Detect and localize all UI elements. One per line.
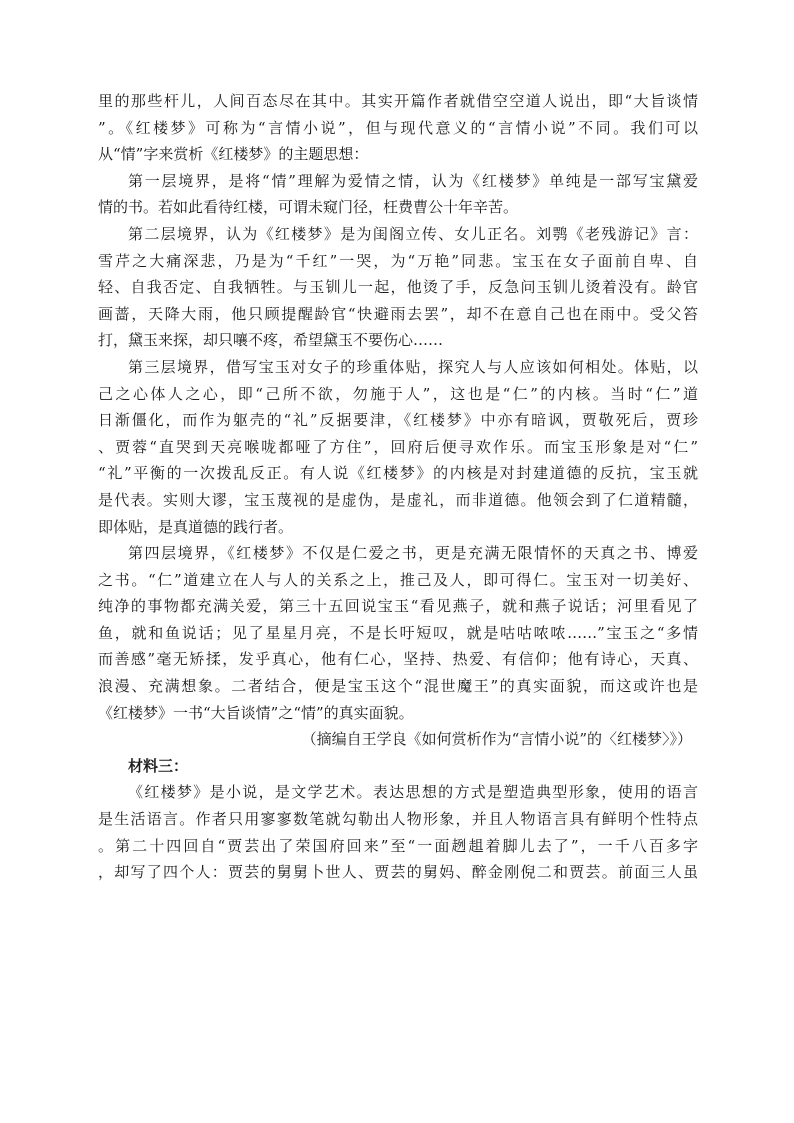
source-citation: （摘编自王学良《如何赏析作为“言情小说”的〈红楼梦〉》） [301,730,692,749]
text-line: 《红楼梦》一书“大旨谈情”之“情”的真实面貌。 [98,703,414,722]
text-line: 、贾蓉“直哭到天亮喉咙都哑了方住”，回府后便寻欢作乐。而宝玉形象是对“仁” [98,437,698,456]
text-line: 而善感”毫无矫揉，发乎真心，他有仁心，坚持、热爱、有信仰；他有诗心，天真、 [98,650,698,669]
text-line: 第二层境界，认为《红楼梦》是为闺阁立传、女儿正名。刘鹗《老残游记》言： [128,224,698,243]
paragraph-level-4 [98,540,698,726]
text-line: 己之心体人之心，即“己所不欲，勿施于人”，这也是“仁”的内核。当时“仁”道 [98,384,698,403]
text-line: 第三层境界，借写宝玉对女子的珍重体贴，探究人与人应该如何相处。体贴，以 [128,357,698,376]
text-line: ，却写了四个人：贾芸的舅舅卜世人、贾芸的舅妈、醉金刚倪二和贾芸。前面三人虽 [98,863,698,882]
text-line: 第四层境界，《红楼梦》不仅是仁爱之书，更是充满无限情怀的天真之书、博爱 [128,544,698,563]
text-line: 纯净的事物都充满关爱，第三十五回说宝玉“看见燕子，就和燕子说话；河里看见了 [98,597,698,616]
text-line: 鱼，就和鱼说话；见了星星月亮，不是长吁短叹，就是咕咕哝哝……”宝玉之“多情 [98,623,698,642]
text-line: 是生活语言。作者只用寥寥数笔就勾勒出人物形象，并且人物语言具有鲜明个性特点 [98,810,698,829]
text-line: 打，黛玉来探，却只嚷不疼，希望黛玉不要伤心…… [98,331,444,350]
paragraph-level-2 [98,221,698,354]
text-line: 轻、自我否定、自我牺牲。与玉钏儿一起，他烫了手，反急问玉钏儿烫着没有。龄官 [98,278,698,297]
section-heading: 材料三： [128,756,189,775]
text-line: 里的那些杆儿，人间百态尽在其中。其实开篇作者就借空空道人说出，即“大旨谈情 [98,92,698,110]
text-line: ”。《红楼梦》可称为“言情小说”，但与现代意义的“言情小说”不同。我们可以 [98,118,698,137]
paragraph-level-1 [98,168,698,221]
text-line: 浪漫、充满想象。二者结合，便是宝玉这个“混世魔王”的真实面貌，而这或许也是 [98,677,698,696]
paragraph-level-3 [98,354,698,540]
text-line: 即体贴，是真道德的践行者。 [98,517,294,536]
paragraph-material-3 [98,779,698,885]
text-line: “礼”平衡的一次拨乱反正。有人说《红楼梦》的内核是对封建道德的反抗，宝玉就 [98,464,698,483]
text-line: 《红楼梦》是小说，是文学艺术。表达思想的方式是塑造典型形象，使用的语言 [128,783,698,802]
paragraph-intro [98,88,698,168]
document-page [98,88,698,886]
text-line: 之书。“仁”道建立在人与人的关系之上，推己及人，即可得仁。宝玉对一切美好、 [98,570,698,589]
text-line: 从“情”字来赏析《红楼梦》的主题思想： [98,145,369,164]
text-line: 雪芹之大痛深悲，乃是为“千红”一哭，为“万艳”同悲。宝玉在女子面前自卑、自 [98,251,698,270]
text-line: 画蔷，天降大雨，他只顾提醒龄官“快避雨去罢”，却不在意自己也在雨中。受父笞 [98,304,698,323]
text-line: 情的书。若如此看待红楼，可谓未窥门径，枉费曹公十年辛苦。 [98,198,519,217]
text-line: 。第二十四回自“贾芸出了荣国府回来”至“一面趔趄着脚儿去了”，一千八百多字 [98,836,698,855]
text-line: 是代表。实则大谬，宝玉蔑视的是虚伪，是虚礼，而非道德。他领会到了仁道精髓， [98,490,698,509]
text-line: 日渐僵化，而作为躯壳的“礼”反据要津，《红楼梦》中亦有暗讽，贾敬死后，贾珍 [98,411,698,430]
text-line: 第一层境界，是将“情”理解为爱情之情，认为《红楼梦》单纯是一部写宝黛爱 [128,171,698,190]
